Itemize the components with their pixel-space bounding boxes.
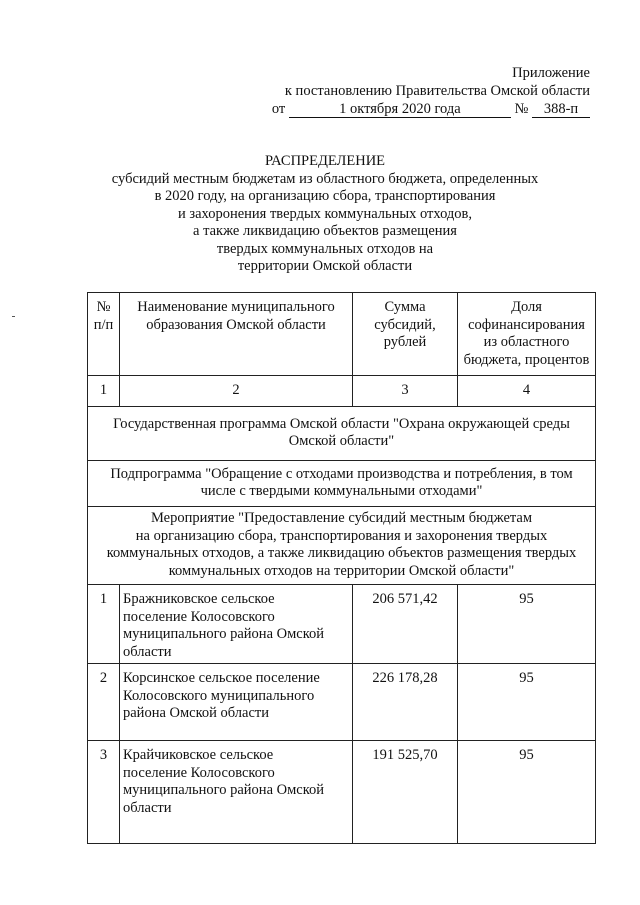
subprogram-row: [88, 461, 596, 507]
table-row: [88, 664, 596, 741]
header-sum: Сумма субсидий, рублей: [353, 293, 458, 376]
program-row: [88, 407, 596, 461]
table-header-row: [88, 293, 596, 376]
title-line: субсидий местным бюджетам из областного бюджета, определенных: [111, 170, 539, 187]
from-label: от: [271, 101, 286, 117]
row-number: 2: [88, 664, 120, 741]
title-line: и захоронения твердых коммунальных отходов,: [177, 205, 473, 222]
resolution-number: 388-п: [532, 101, 590, 118]
title-heading: РАСПРЕДЕЛЕНИЕ: [264, 153, 386, 169]
municipality-name: Крайчиковское сельское поселение Колосовского муниципального района Омской области: [120, 741, 353, 844]
header-name: Наименование муниципального образования Омской области: [120, 293, 353, 376]
column-number-row: [88, 376, 596, 407]
title-line: в 2020 году, на организацию сбора, транспортирования: [154, 188, 496, 204]
header-num: № п/п: [88, 293, 120, 376]
document-title: [60, 153, 590, 276]
appendix-title: Приложение: [512, 65, 590, 81]
municipality-name: Корсинское сельское поселение Колосовского муниципального района Омской области: [120, 664, 353, 741]
table-row: [88, 585, 596, 664]
column-number: 3: [353, 376, 458, 407]
title-line: территории Омской области: [237, 258, 413, 274]
municipality-name: Бражниковское сельское поселение Колосовского муниципального района Омской области: [120, 585, 353, 664]
cofinancing-share: 95: [458, 741, 596, 844]
appendix-resolution: к постановлению Правительства Омской области: [284, 83, 590, 99]
row-number: 3: [88, 741, 120, 844]
subsidy-sum: 206 571,42: [353, 585, 458, 664]
table-row: [88, 741, 596, 844]
title-line: твердых коммунальных отходов на: [216, 240, 434, 257]
subprogram-cell: Подпрограмма "Обращение с отходами производства и потребления, в том числе с твердыми коммунальными отходами": [88, 461, 596, 507]
measure-row: [88, 507, 596, 585]
subsidy-table: [87, 292, 596, 844]
subsidy-sum: 226 178,28: [353, 664, 458, 741]
column-number: 2: [120, 376, 353, 407]
column-number: 1: [88, 376, 120, 407]
appendix-block: [250, 64, 590, 118]
measure-cell: Мероприятие "Предоставление субсидий местным бюджетам на организацию сбора, транспортирования и захоронения твердых коммунальных отходов, а также ликвидацию объектов размещения твердых коммунальных отходов на территории Омской области": [88, 507, 596, 585]
program-cell: Государственная программа Омской области "Охрана окружающей среды Омской области": [88, 407, 596, 461]
header-share: Доля софинансирования из областного бюджета, процентов: [458, 293, 596, 376]
cofinancing-share: 95: [458, 585, 596, 664]
number-label: №: [514, 101, 529, 117]
subsidy-sum: 191 525,70: [353, 741, 458, 844]
cofinancing-share: 95: [458, 664, 596, 741]
appendix-date-number: [250, 100, 590, 118]
row-number: 1: [88, 585, 120, 664]
resolution-date: 1 октября 2020 года: [289, 101, 511, 118]
title-line: а также ликвидацию объектов размещения: [193, 223, 457, 239]
scan-mark: [12, 316, 15, 317]
column-number: 4: [458, 376, 596, 407]
